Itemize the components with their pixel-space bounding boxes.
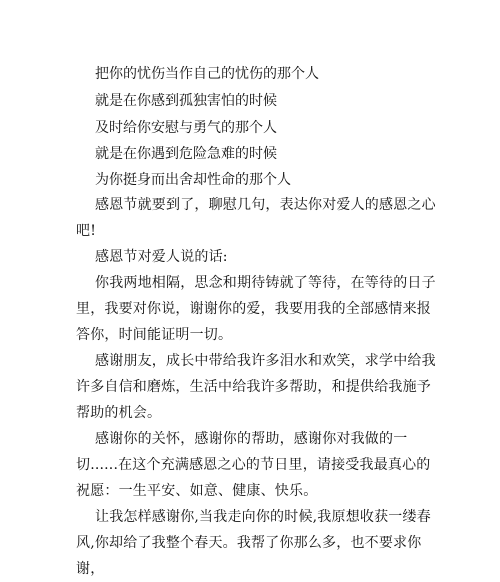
- poem-line-2: 就是在你感到孤独害怕的时候: [95, 93, 277, 109]
- poem-line-3: 及时给你安慰与勇气的那个人: [95, 120, 277, 136]
- poem-line-5: 为你挺身而出舍却性命的那个人: [95, 172, 291, 188]
- poem-line-4: 就是在你遇到危险急难的时候: [95, 146, 277, 162]
- poem-line-1: 把你的忧伤当作自己的忧伤的那个人: [95, 66, 319, 82]
- paragraph-heading: 感恩节对爱人说的话:: [95, 249, 228, 265]
- paragraph-intro: 感恩节就要到了，聊慰几句，表达你对爱人的感恩之心吧!: [76, 197, 436, 239]
- paragraph-2: 感谢朋友，成长中带给我许多泪水和欢笑，求学中给我许多自信和磨炼，生活中给我许多帮助，和提供给我施予帮助的机会。: [76, 353, 436, 421]
- paragraph-4: 让我怎样感谢你,当我走向你的时候,我原想收获一缕春风,你却给了我整个春天。我帮了你那么多，也不要求你谢，: [76, 509, 431, 577]
- paragraph-1: 你我两地相隔，思念和期待铸就了等待，在等待的日子里，我要对你说，谢谢你的爱，我要用我的全部感情来报答你，时间能证明一切。: [76, 275, 436, 343]
- paragraph-3: 感谢你的关怀，感谢你的帮助，感谢你对我做的一切......在这个充满感恩之心的节日里，请接受我最真心的祝愿：一生平安、如意、健康、快乐。: [76, 431, 431, 499]
